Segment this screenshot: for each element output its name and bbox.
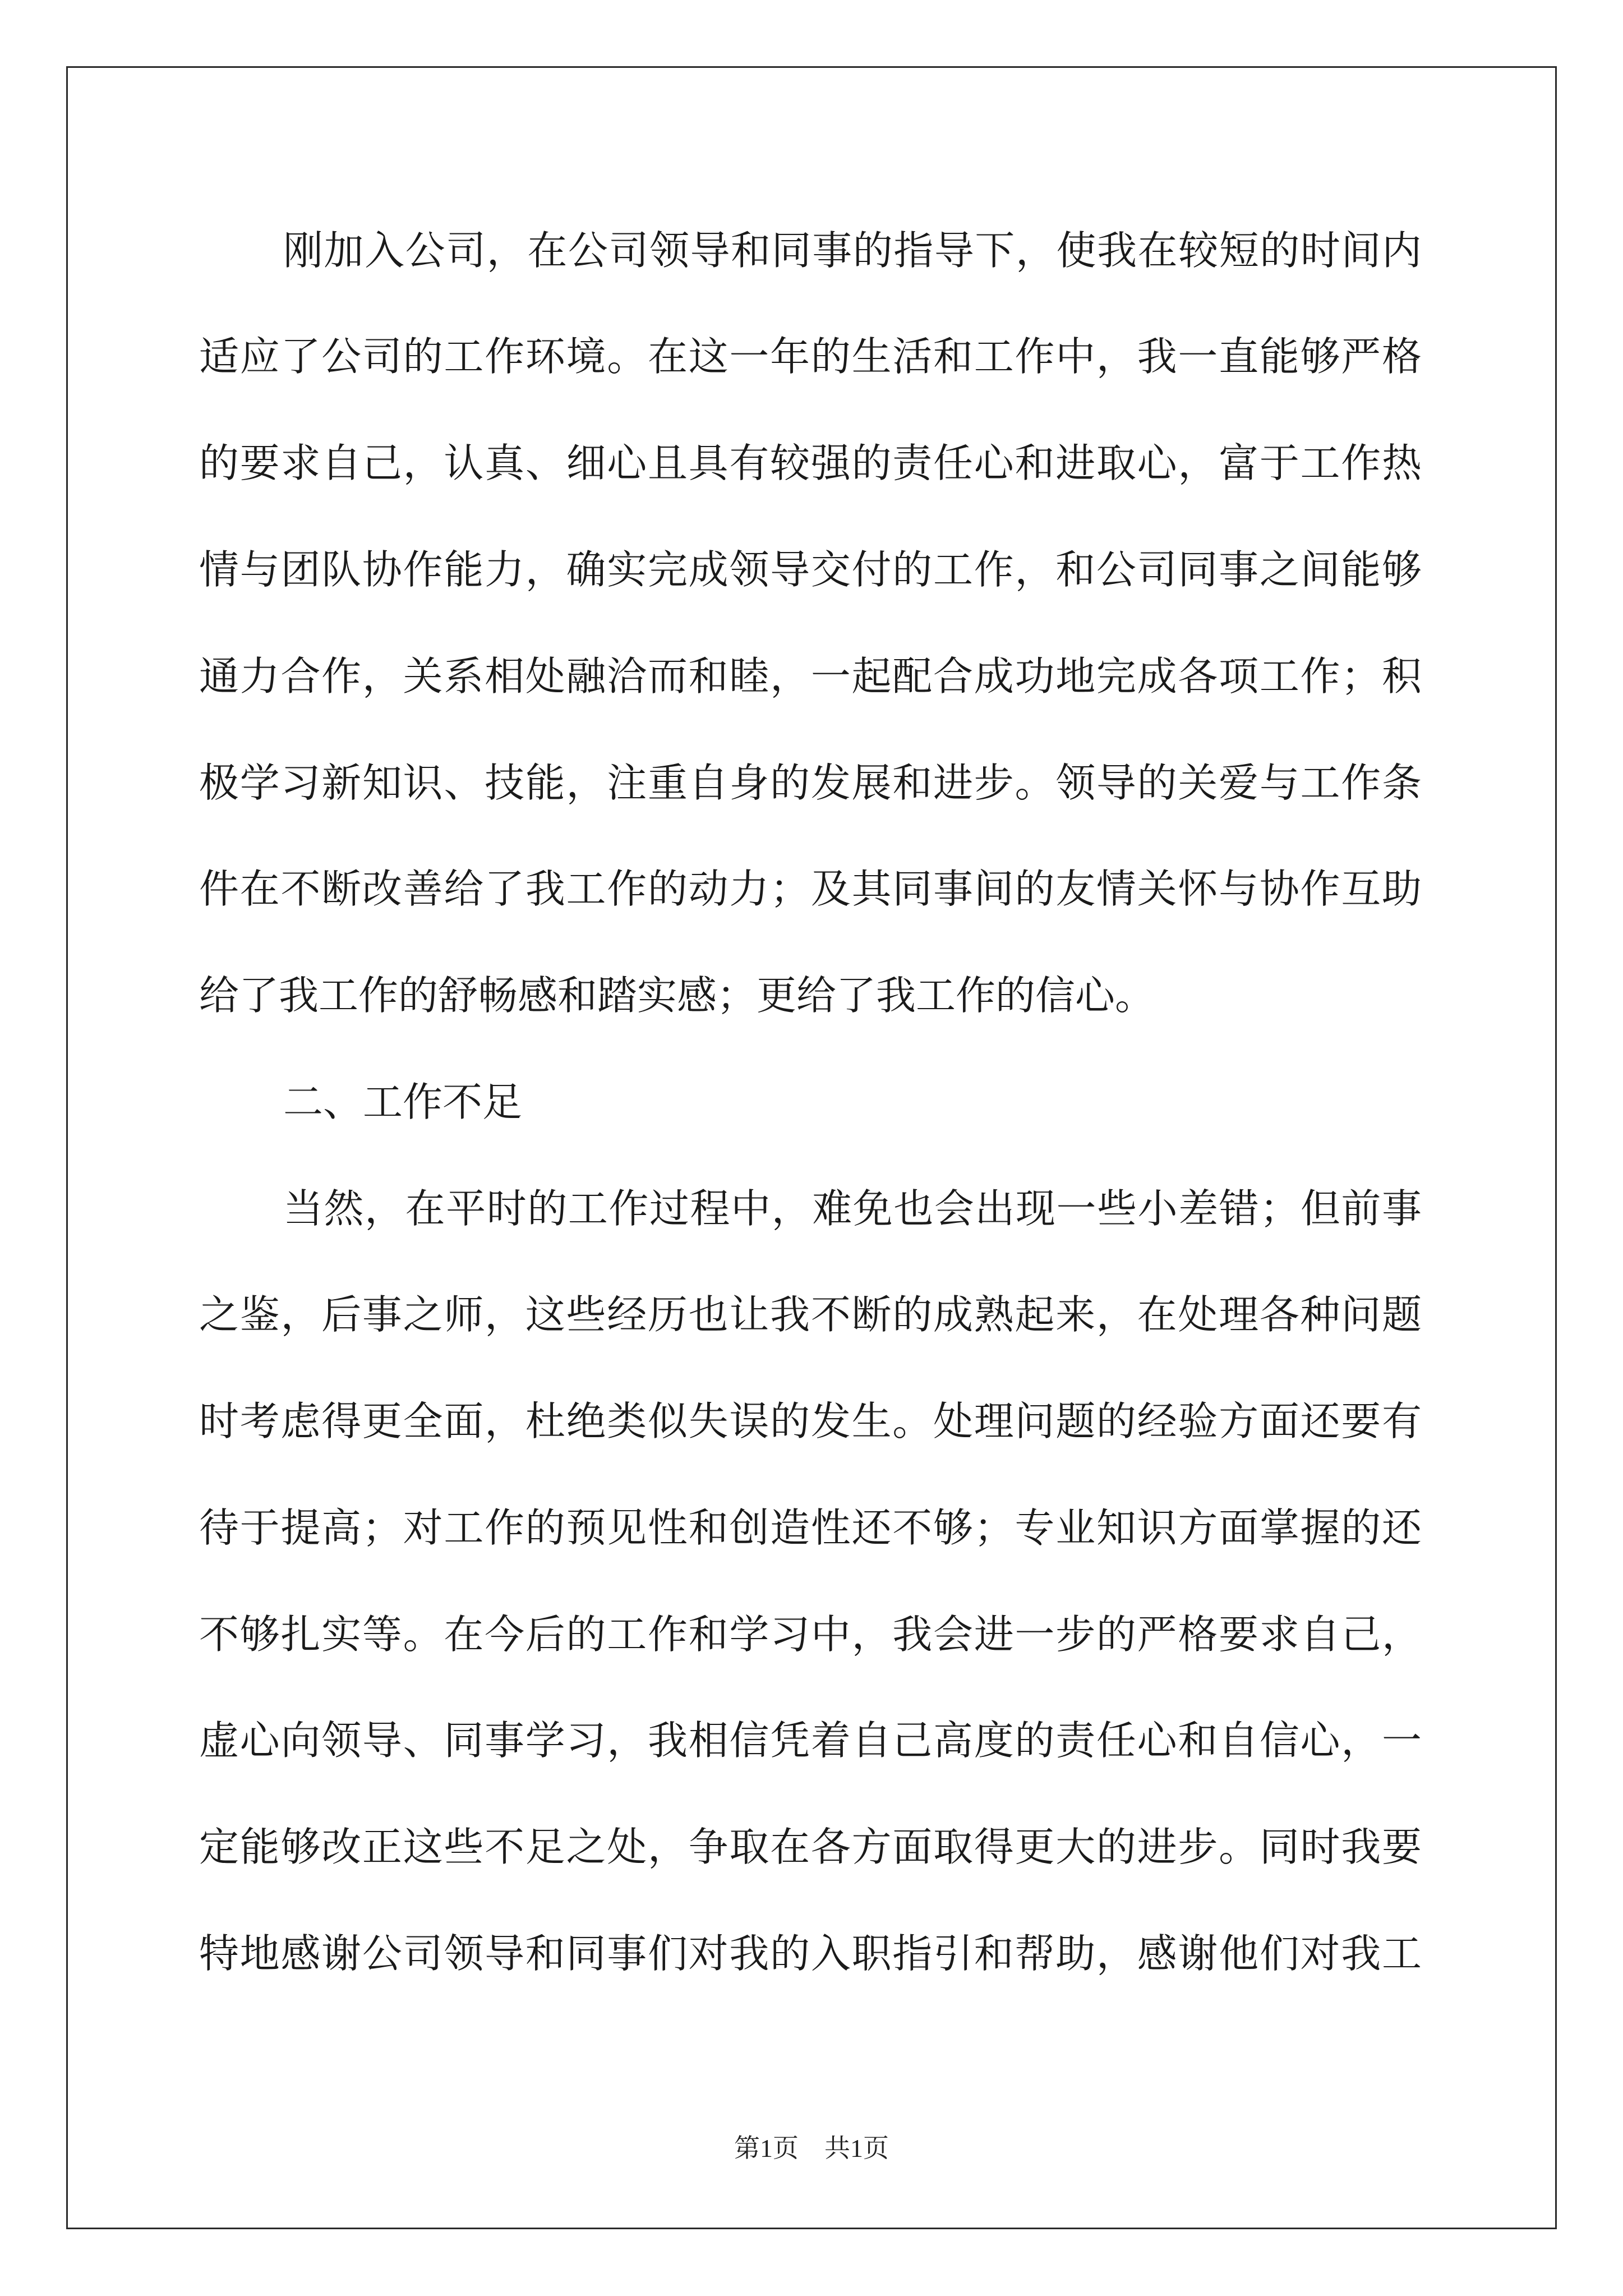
paragraph-line: 定能够改正这些不足之处，争取在各方面取得更大的进步。同时我要	[199, 1824, 1422, 1870]
paragraph-line: 虚心向领导、同事学习，我相信凭着自己高度的责任心和自信心，一	[199, 1717, 1422, 1764]
page-footer: 第1页 共1页	[734, 2134, 889, 2162]
paragraph-line: 给了我工作的舒畅感和踏实感；更给了我工作的信心。	[199, 972, 1155, 1019]
paragraph-line: 待于提高；对工作的预见性和创造性还不够；专业知识方面掌握的还	[199, 1504, 1422, 1551]
paragraph-line: 的要求自己，认真、细心且具有较强的责任心和进取心，富于工作热	[199, 440, 1422, 486]
paragraph-line: 极学习新知识、技能，注重自身的发展和进步。领导的关爱与工作条	[199, 760, 1422, 806]
section-heading: 二、工作不足	[283, 1079, 523, 1125]
paragraph-line: 当然，在平时的工作过程中，难免也会出现一些小差错；但前事	[283, 1185, 1422, 1232]
paragraph-line: 适应了公司的工作环境。在这一年的生活和工作中，我一直能够严格	[199, 333, 1422, 380]
paragraph-line: 不够扎实等。在今后的工作和学习中，我会进一步的严格要求自己，	[199, 1611, 1422, 1658]
paragraph-line: 通力合作，关系相处融洽而和睦，一起配合成功地完成各项工作；积	[199, 653, 1422, 700]
page-border	[66, 66, 1557, 2229]
paragraph-line: 之鉴，后事之师，这些经历也让我不断的成熟起来，在处理各种问题	[199, 1291, 1422, 1338]
paragraph-line: 刚加入公司，在公司领导和同事的指导下，使我在较短的时间内	[283, 227, 1422, 274]
paragraph-line: 情与团队协作能力，确实完成领导交付的工作，和公司同事之间能够	[199, 546, 1422, 593]
paragraph-line: 特地感谢公司领导和同事们对我的入职指引和帮助，感谢他们对我工	[199, 1930, 1422, 1977]
paragraph-line: 时考虑得更全面，杜绝类似失误的发生。处理问题的经验方面还要有	[199, 1398, 1422, 1444]
paragraph-line: 件在不断改善给了我工作的动力；及其同事间的友情关怀与协作互助	[199, 866, 1422, 912]
